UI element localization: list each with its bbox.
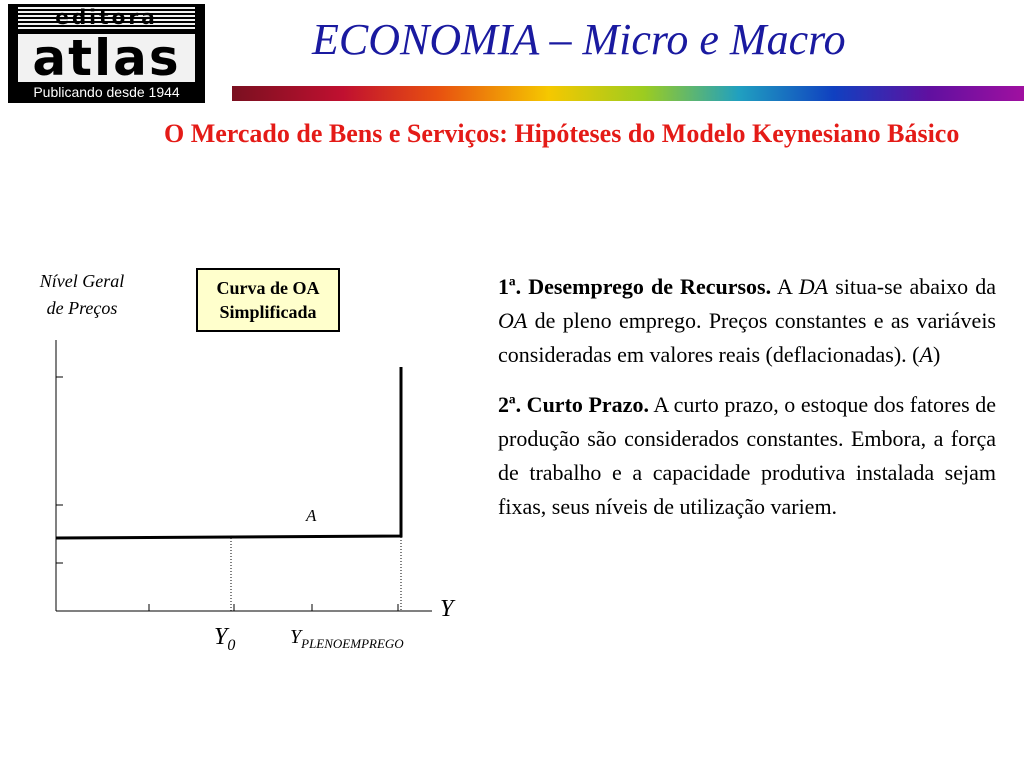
slide-title: O Mercado de Bens e Serviços: Hipóteses do Modelo Keynesiano Básico xyxy=(164,119,960,148)
logo-tagline: Publicando desde 1944 xyxy=(33,84,180,100)
hypothesis-2: 2ª. Curto Prazo. A curto prazo, o estoque dos fatores de produção são considerados constantes. Embora, a força de trabalho e a capacidade produtiva instalada sejam fixas, seus níveis de utilização variem. xyxy=(498,392,997,519)
point-a-label: A xyxy=(306,506,317,525)
publisher-logo xyxy=(8,4,205,103)
price-level-axis-label: Nível Geral de Preços xyxy=(39,271,125,318)
logo-main-wordmark: atlas xyxy=(18,34,195,82)
oa-curve-label-box: Curva de OA Simplificada xyxy=(196,268,340,332)
hypotheses-text xyxy=(498,270,996,540)
y0-label: $Y_0$ xyxy=(214,624,236,654)
logo-top-wordmark: editora xyxy=(18,7,195,29)
header-title: ECONOMIA – Micro e Macro xyxy=(312,15,846,64)
output-axis-label: Y xyxy=(440,596,454,622)
hypothesis-1: 1ª. Desemprego de Recursos. A DA situa-se abaixo da OA de pleno emprego. Preços constantes e as variáveis consideradas em valores reais (deflacionadas). (A) xyxy=(498,274,996,367)
rainbow-divider xyxy=(232,86,1024,101)
full-employment-output-label: $Y_{PLENOEMPREGO}$ xyxy=(290,626,404,651)
oa-curve xyxy=(56,367,401,538)
